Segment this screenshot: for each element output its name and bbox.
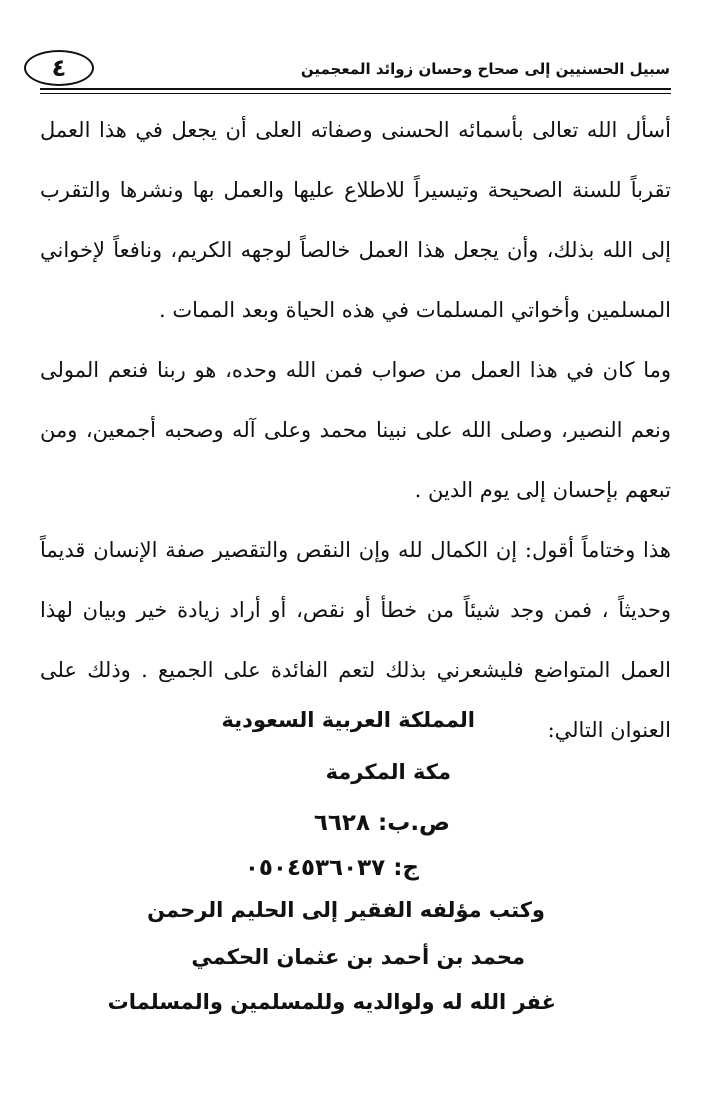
body-text (40, 100, 671, 760)
address-country: المملكة العربية السعودية (221, 708, 475, 732)
author-name: محمد بن أحمد بن عثمان الحكمي (191, 945, 525, 969)
running-title: سبيل الحسنيين إلى صحاح وحسان زوائد المعجمين (300, 60, 670, 78)
closing-prayer: غفر الله له ولوالديه وللمسلمين والمسلمات (107, 990, 556, 1014)
paragraph-praise: وما كان في هذا العمل من صواب فمن الله وحده، هو ربنا فنعم المولى ونعم النصير، وصلى الله على نبينا محمد وعلى آله وصحبه أجمعين، ومن تبعهم بإحسان إلى يوم الدين . (40, 358, 671, 502)
address-po-box: ص.ب: ٦٦٢٨ (313, 810, 450, 836)
address-city: مكة المكرمة (325, 760, 451, 784)
page-number: ٤ (24, 50, 94, 86)
header-divider (40, 88, 671, 94)
paragraph-closing: هذا وختاماً أقول: إن الكمال لله وإن النقص والتقصير صفة الإنسان قديماً وحديثاً ، فمن وجد شيئاً من خطأ أو نقص، أو أراد زيادة خير وبيان لهذا العمل المتواضع فليشعرني بذلك لتعم الفائدة على الجميع . وذلك على العنوان التالي: (40, 538, 671, 742)
page-header (22, 50, 670, 90)
paragraph-prayer: أسأل الله تعالى بأسمائه الحسنى وصفاته العلى أن يجعل في هذا العمل تقرباً للسنة الصحيحة وتيسيراً للاطلاع عليها والعمل بها ونشرها والتقرب إلى الله بذلك، وأن يجعل هذا العمل خالصاً لوجهه الكريم، ونافعاً لإخواني المسلمين وأخواتي المسلمات في هذه الحياة وبعد الممات . (40, 118, 671, 322)
signoff: وكتب مؤلفه الفقير إلى الحليم الرحمن (147, 898, 545, 922)
address-phone: ج: ٠٥٠٤٥٣٦٠٣٧ (244, 855, 419, 881)
